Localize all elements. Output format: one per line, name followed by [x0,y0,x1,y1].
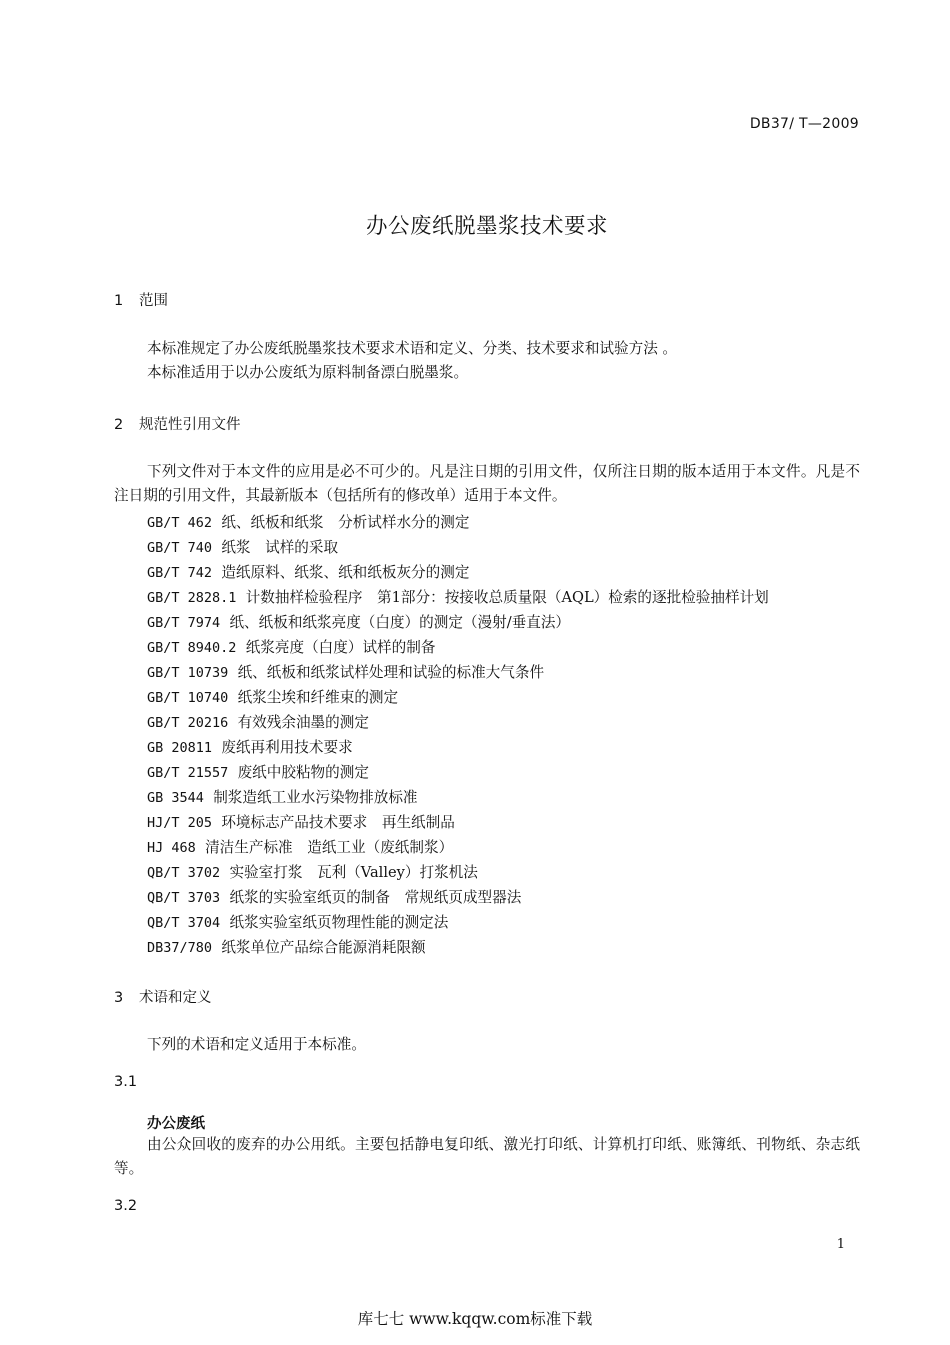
document-title: 办公废纸脱墨浆技术要求 [365,214,608,239]
reference-code: GB/T 7974 [147,615,221,631]
section-title: 规范性引用文件 [139,417,241,433]
term-definition: 由公众回收的废弃的办公用纸。主要包括静电复印纸、激光打印纸、计算机打印纸、账簿纸、刊物纸、杂志纸等。 [114,1136,860,1177]
reference-code: GB/T 740 [147,540,213,556]
reference-title: 纸浆亮度（白度）试样的制备 [245,639,436,656]
section-number: 1 [114,293,124,309]
reference-title: 纸浆 试样的采取 [221,539,339,556]
reference-title: 废纸再利用技术要求 [221,739,353,756]
reference-item [147,561,469,582]
reference-code: GB/T 10739 [147,665,229,681]
reference-item [147,586,769,607]
reference-title: 制浆造纸工业水污染物排放标准 [213,789,418,806]
section-1-heading [114,289,168,310]
section-title: 范围 [139,293,168,309]
reference-title: 纸浆实验室纸页物理性能的测定法 [229,914,449,931]
section-number: 3 [114,990,124,1006]
reference-title: 清洁生产标准 造纸工业（废纸制浆） [205,839,454,856]
reference-item [147,761,369,782]
reference-item [147,786,418,807]
reference-item [147,636,435,657]
reference-item [147,736,353,757]
reference-title: 废纸中胶粘物的测定 [237,764,369,781]
reference-item [147,911,448,932]
reference-item [147,811,455,832]
reference-code: QB/T 3703 [147,890,221,906]
reference-code: GB/T 20216 [147,715,229,731]
reference-item [147,936,426,957]
reference-item [147,836,453,857]
reference-title: 有效残余油墨的测定 [237,714,369,731]
reference-title: 纸、纸板和纸浆 分析试样水分的测定 [221,514,470,531]
paragraph: 下列文件对于本文件的应用是必不可少的。凡是注日期的引用文件，仅所注日期的版本适用于本文件。凡是不注日期的引用文件，其最新版本（包括所有的修改单）适用于本文件。 [114,463,860,504]
reference-item [147,536,338,557]
reference-item [147,886,521,907]
section-title: 术语和定义 [139,990,212,1006]
reference-item [147,511,469,532]
reference-title: 纸浆的实验室纸页的制备 常规纸页成型器法 [229,889,522,906]
reference-code: GB/T 2828.1 [147,590,237,606]
reference-item [147,861,478,882]
reference-item [147,661,544,682]
reference-title: 纸浆尘埃和纤维束的测定 [237,689,399,706]
document-code: DB37/ T—2009 [749,116,859,132]
reference-title: 纸浆单位产品综合能源消耗限额 [221,939,426,956]
reference-code: QB/T 3702 [147,865,221,881]
reference-title: 纸、纸板和纸浆亮度（白度）的测定（漫射/垂直法） [229,614,571,631]
section-2-heading [114,413,241,434]
reference-title: 计数抽样检验程序 第1部分：按接收总质量限（AQL）检索的逐批检验抽样计划 [245,589,769,606]
reference-title: 实验室打浆 瓦利（Valley）打浆机法 [229,864,478,881]
reference-title: 环境标志产品技术要求 再生纸制品 [221,814,455,831]
reference-item [147,611,570,632]
section-number: 2 [114,417,124,433]
paragraph: 下列的术语和定义适用于本标准。 [147,1036,366,1053]
reference-code: GB/T 8940.2 [147,640,237,656]
reference-code: HJ/T 205 [147,815,213,831]
page-number: 1 [836,1237,845,1252]
reference-code: QB/T 3704 [147,915,221,931]
reference-title: 纸、纸板和纸浆试样处理和试验的标准大气条件 [237,664,545,681]
paragraph: 本标准规定了办公废纸脱墨浆技术要求术语和定义、分类、技术要求和试验方法 。 [147,340,678,357]
clause-number: 3.1 [114,1074,138,1090]
reference-item [147,686,398,707]
reference-code: GB 3544 [147,790,204,806]
paragraph: 本标准适用于以办公废纸为原料制备漂白脱墨浆。 [147,364,469,381]
term-name: 办公废纸 [147,1116,205,1132]
reference-code: GB/T 10740 [147,690,229,706]
reference-code: DB37/780 [147,940,213,956]
clause-number: 3.2 [114,1198,138,1214]
reference-code: GB/T 462 [147,515,213,531]
section-3-heading [114,986,212,1007]
reference-code: HJ 468 [147,840,196,856]
footer-watermark: 库七七 www.kqqw.com标准下载 [357,1310,593,1328]
reference-code: GB 20811 [147,740,213,756]
reference-title: 造纸原料、纸浆、纸和纸板灰分的测定 [221,564,470,581]
reference-code: GB/T 742 [147,565,213,581]
reference-item [147,711,369,732]
reference-code: GB/T 21557 [147,765,229,781]
